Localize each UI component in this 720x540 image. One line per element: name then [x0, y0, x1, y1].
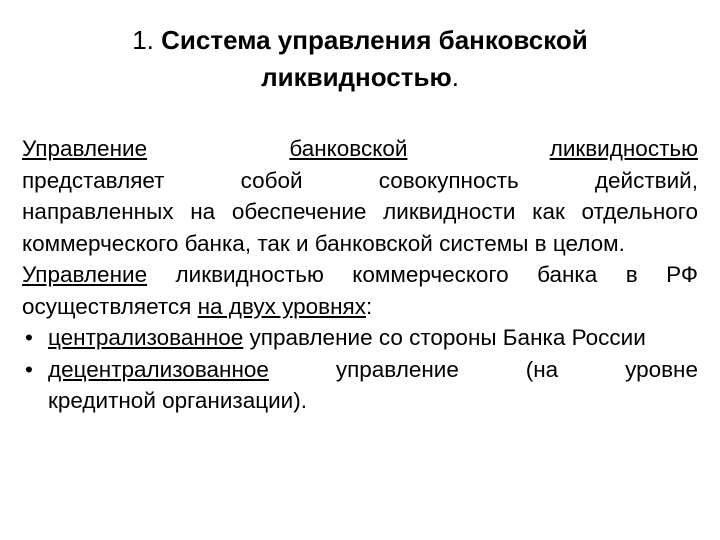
bullet-centralized: [22, 322, 698, 354]
definition-word: действий,: [594, 167, 698, 193]
term-management: Управление: [22, 136, 148, 161]
definition-word: совокупность: [378, 167, 519, 193]
definition-second-line: [22, 165, 698, 197]
slide-title: [40, 22, 680, 96]
definition-word: собой: [240, 167, 303, 193]
centralized-term: централизованное: [48, 325, 244, 350]
term-liquidity: ликвидностью: [549, 136, 698, 161]
levels-emphasis: на двух уровнях: [197, 293, 366, 319]
levels-paragraph: [22, 259, 698, 322]
definition-paragraph: [22, 133, 698, 259]
definition-first-line: [22, 133, 698, 165]
slide-body: [22, 133, 698, 417]
levels-term: Управление: [22, 262, 148, 287]
decentralized-first-line: [48, 354, 698, 386]
decentralized-word: (на: [525, 356, 559, 382]
bullet-decentralized: [22, 354, 698, 417]
decentralized-word: управление: [335, 356, 459, 382]
title-number: 1.: [132, 25, 162, 55]
title-period: .: [451, 62, 459, 92]
term-banking: банковской: [289, 136, 408, 161]
title-line-1: [40, 22, 680, 59]
levels-colon: :: [365, 293, 373, 319]
definition-word: представляет: [22, 167, 165, 193]
bullet-mark: •: [25, 356, 33, 382]
bullet-mark: •: [25, 325, 33, 350]
definition-rest: направленных на обеспечение ликвидности как отдельного коммерческого банка, так и банковской системы в целом.: [22, 199, 698, 256]
decentralized-second-line: кредитной организации).: [48, 388, 307, 413]
title-line-2: [40, 59, 680, 96]
title-main: Система управления банковской: [161, 25, 588, 55]
decentralized-word: уровне: [625, 356, 698, 382]
levels-text: ликвидностью коммерческого банка в РФ осуществляется: [22, 262, 698, 319]
centralized-text: управление со стороны Банка России: [243, 325, 646, 350]
title-subject: ликвидностью: [261, 62, 452, 92]
decentralized-term: децентрализованное: [48, 356, 269, 382]
